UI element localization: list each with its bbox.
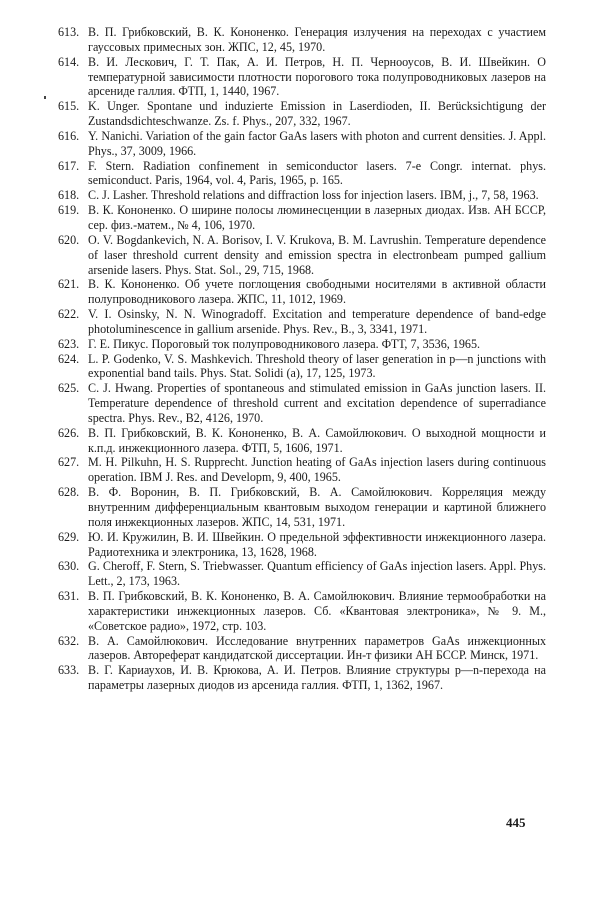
reference-item <box>58 99 546 129</box>
reference-number: 633. <box>58 663 80 678</box>
reference-list <box>58 25 546 693</box>
reference-item <box>58 337 546 352</box>
reference-item <box>58 381 546 426</box>
reference-text: Ю. И. Кружилин, В. И. Швейкин. О предельной эффективности инжекционного лазера. Радиотехника и электроника, 13, 1628, 1968. <box>88 529 546 559</box>
reference-number: 614. <box>58 54 80 69</box>
reference-number: 616. <box>58 128 80 143</box>
reference-number: 619. <box>58 203 80 218</box>
reference-number: 620. <box>58 232 80 247</box>
reference-text: В. П. Грибковский, В. К. Кононенко. Генерация излучения на переходах с участием гауссовых примесных зон. ЖПС, 12, 45, 1970. <box>88 25 546 54</box>
reference-number: 632. <box>58 633 80 648</box>
reference-item <box>58 426 546 456</box>
reference-text: Г. Е. Пикус. Пороговый ток полупроводникового лазера. ФТТ, 7, 3536, 1965. <box>88 336 481 351</box>
reference-text: K. Unger. Spontane und induzierte Emission in Laserdioden, II. Berücksichtigung der Zustandsdichteschwanze. Zs. f. Phys., 207, 332, 1967. <box>88 99 546 129</box>
reference-number: 627. <box>58 455 80 470</box>
reference-text: В. К. Кононенко. О ширине полосы люминесценции в лазерных диодах. Изв. АН БССР, сер. физ.-матем., № 4, 106, 1970. <box>88 203 546 232</box>
reference-text: C. J. Lasher. Threshold relations and diffraction loss for injection lasers. IBM, j., 7, 58, 1963. <box>88 188 539 203</box>
reference-item <box>58 634 546 664</box>
reference-item <box>58 352 546 382</box>
reference-text: F. Stern. Radiation confinement in semiconductor lasers. 7-e Congr. internat. phys. semiconduct. Paris, 1964, vol. 4, Paris, 1965, p. 165. <box>88 158 546 188</box>
reference-number: 628. <box>58 485 80 500</box>
reference-number: 621. <box>58 277 80 292</box>
reference-number: 624. <box>58 351 80 366</box>
reference-number: 629. <box>58 529 80 544</box>
reference-text: В. Ф. Воронин, В. П. Грибковский, В. А. Самойлюкович. Корреляция между внутренним дифференциальным квантовым выходом генерации и картиной ближнего поля инжекционных лазеров. ЖПС, 14, 531, 1971. <box>88 485 546 529</box>
reference-item <box>58 307 546 337</box>
reference-text: O. V. Bogdankevich, N. A. Borisov, I. V. Krukova, B. M. Lavrushin. Temperature dependence of laser threshold current density and emission spectra in electronbeam pumped gallium arsenide lasers. Phys. Stat. Sol., 29, 715, 1968. <box>88 232 546 277</box>
reference-item <box>58 188 546 203</box>
reference-number: 623. <box>58 336 80 351</box>
reference-item <box>58 455 546 485</box>
reference-item <box>58 530 546 560</box>
reference-text: В. И. Лескович, Г. Т. Пак, А. И. Петров, Н. П. Чернооусов, В. И. Швейкин. О температурной зависимости плотности порогового тока полупроводниковых лазеров на арсениде галлия. ФТП, 1, 1440, 1967. <box>88 54 546 99</box>
reference-item <box>58 129 546 159</box>
reference-number: 626. <box>58 425 80 440</box>
reference-item <box>58 589 546 634</box>
reference-number: 631. <box>58 589 80 604</box>
reference-number: 630. <box>58 559 80 574</box>
reference-number: 622. <box>58 307 80 322</box>
page-number: 445 <box>506 815 526 830</box>
reference-text: M. H. Pilkuhn, H. S. Rupprecht. Junction heating of GaAs injection lasers during continuous operation. IBM J. Res. and Developm, 9, 400, 1965. <box>88 455 546 485</box>
reference-item <box>58 233 546 278</box>
reference-text: В. А. Самойлюкович. Исследование внутренних параметров GaAs инжекционных лазеров. Автореферат кандидатской диссертации. Ин-т физики АН БССР. Минск, 1971. <box>88 633 546 663</box>
reference-number: 615. <box>58 99 80 114</box>
reference-item <box>58 55 546 100</box>
reference-text: C. J. Hwang. Properties of spontaneous and stimulated emission in GaAs junction lasers. II. Temperature dependence of threshold current and excitation dependence of superradiance spectra. Phys. Rev., B2, 4126, 1970. <box>88 381 546 425</box>
reference-text: Y. Nanichi. Variation of the gain factor GaAs lasers with photon and current densities. J. Appl. Phys., 37, 3009, 1966. <box>88 128 546 158</box>
reference-item <box>58 485 546 530</box>
reference-number: 618. <box>58 188 80 203</box>
reference-item <box>58 663 546 693</box>
reference-item <box>58 159 546 189</box>
reference-number: 617. <box>58 158 80 173</box>
reference-text: В. П. Грибковский, В. К. Кононенко, В. А. Самойлюкович. Влияние термообработки на характеристики инжекционных лазеров. Сб. «Квантовая электроника», № 9. М., «Советское радио», 1972, стр. 103. <box>88 589 546 633</box>
reference-text: L. P. Godenko, V. S. Mashkevich. Threshold theory of laser generation in p—n junctions with exponential band tails. Phys. Stat. Solidi (a), 17, 125, 1973. <box>88 351 546 381</box>
margin-mark <box>44 96 46 99</box>
reference-number: 625. <box>58 381 80 396</box>
reference-text: В. К. Кононенко. Об учете поглощения свободными носителями в активной области полупроводникового лазера. ЖПС, 11, 1012, 1969. <box>88 277 546 307</box>
reference-item <box>58 203 546 233</box>
reference-text: В. П. Грибковский, В. К. Кононенко, В. А. Самойлюкович. О выходной мощности и к.п.д. инжекционного лазера. ФТП, 5, 1606, 1971. <box>88 425 546 455</box>
reference-text: V. I. Osinsky, N. N. Winogradoff. Excitation and temperature dependence of band-edge photoluminescence in gallium arsenide. Phys. Rev., B., 3, 3341, 1971. <box>88 307 546 336</box>
reference-item <box>58 25 546 55</box>
reference-text: G. Cheroff, F. Stern, S. Triebwasser. Quantum efficiency of GaAs injection lasers. Appl. Phys. Lett., 2, 173, 1963. <box>88 559 546 589</box>
reference-item <box>58 277 546 307</box>
reference-number: 613. <box>58 25 80 39</box>
reference-text: В. Г. Кариаухов, И. В. Крюкова, А. И. Петров. Влияние структуры p—n-перехода на параметры лазерных диодов из арсенида галлия. ФТП, 1, 1362, 1967. <box>88 663 546 693</box>
reference-item <box>58 559 546 589</box>
